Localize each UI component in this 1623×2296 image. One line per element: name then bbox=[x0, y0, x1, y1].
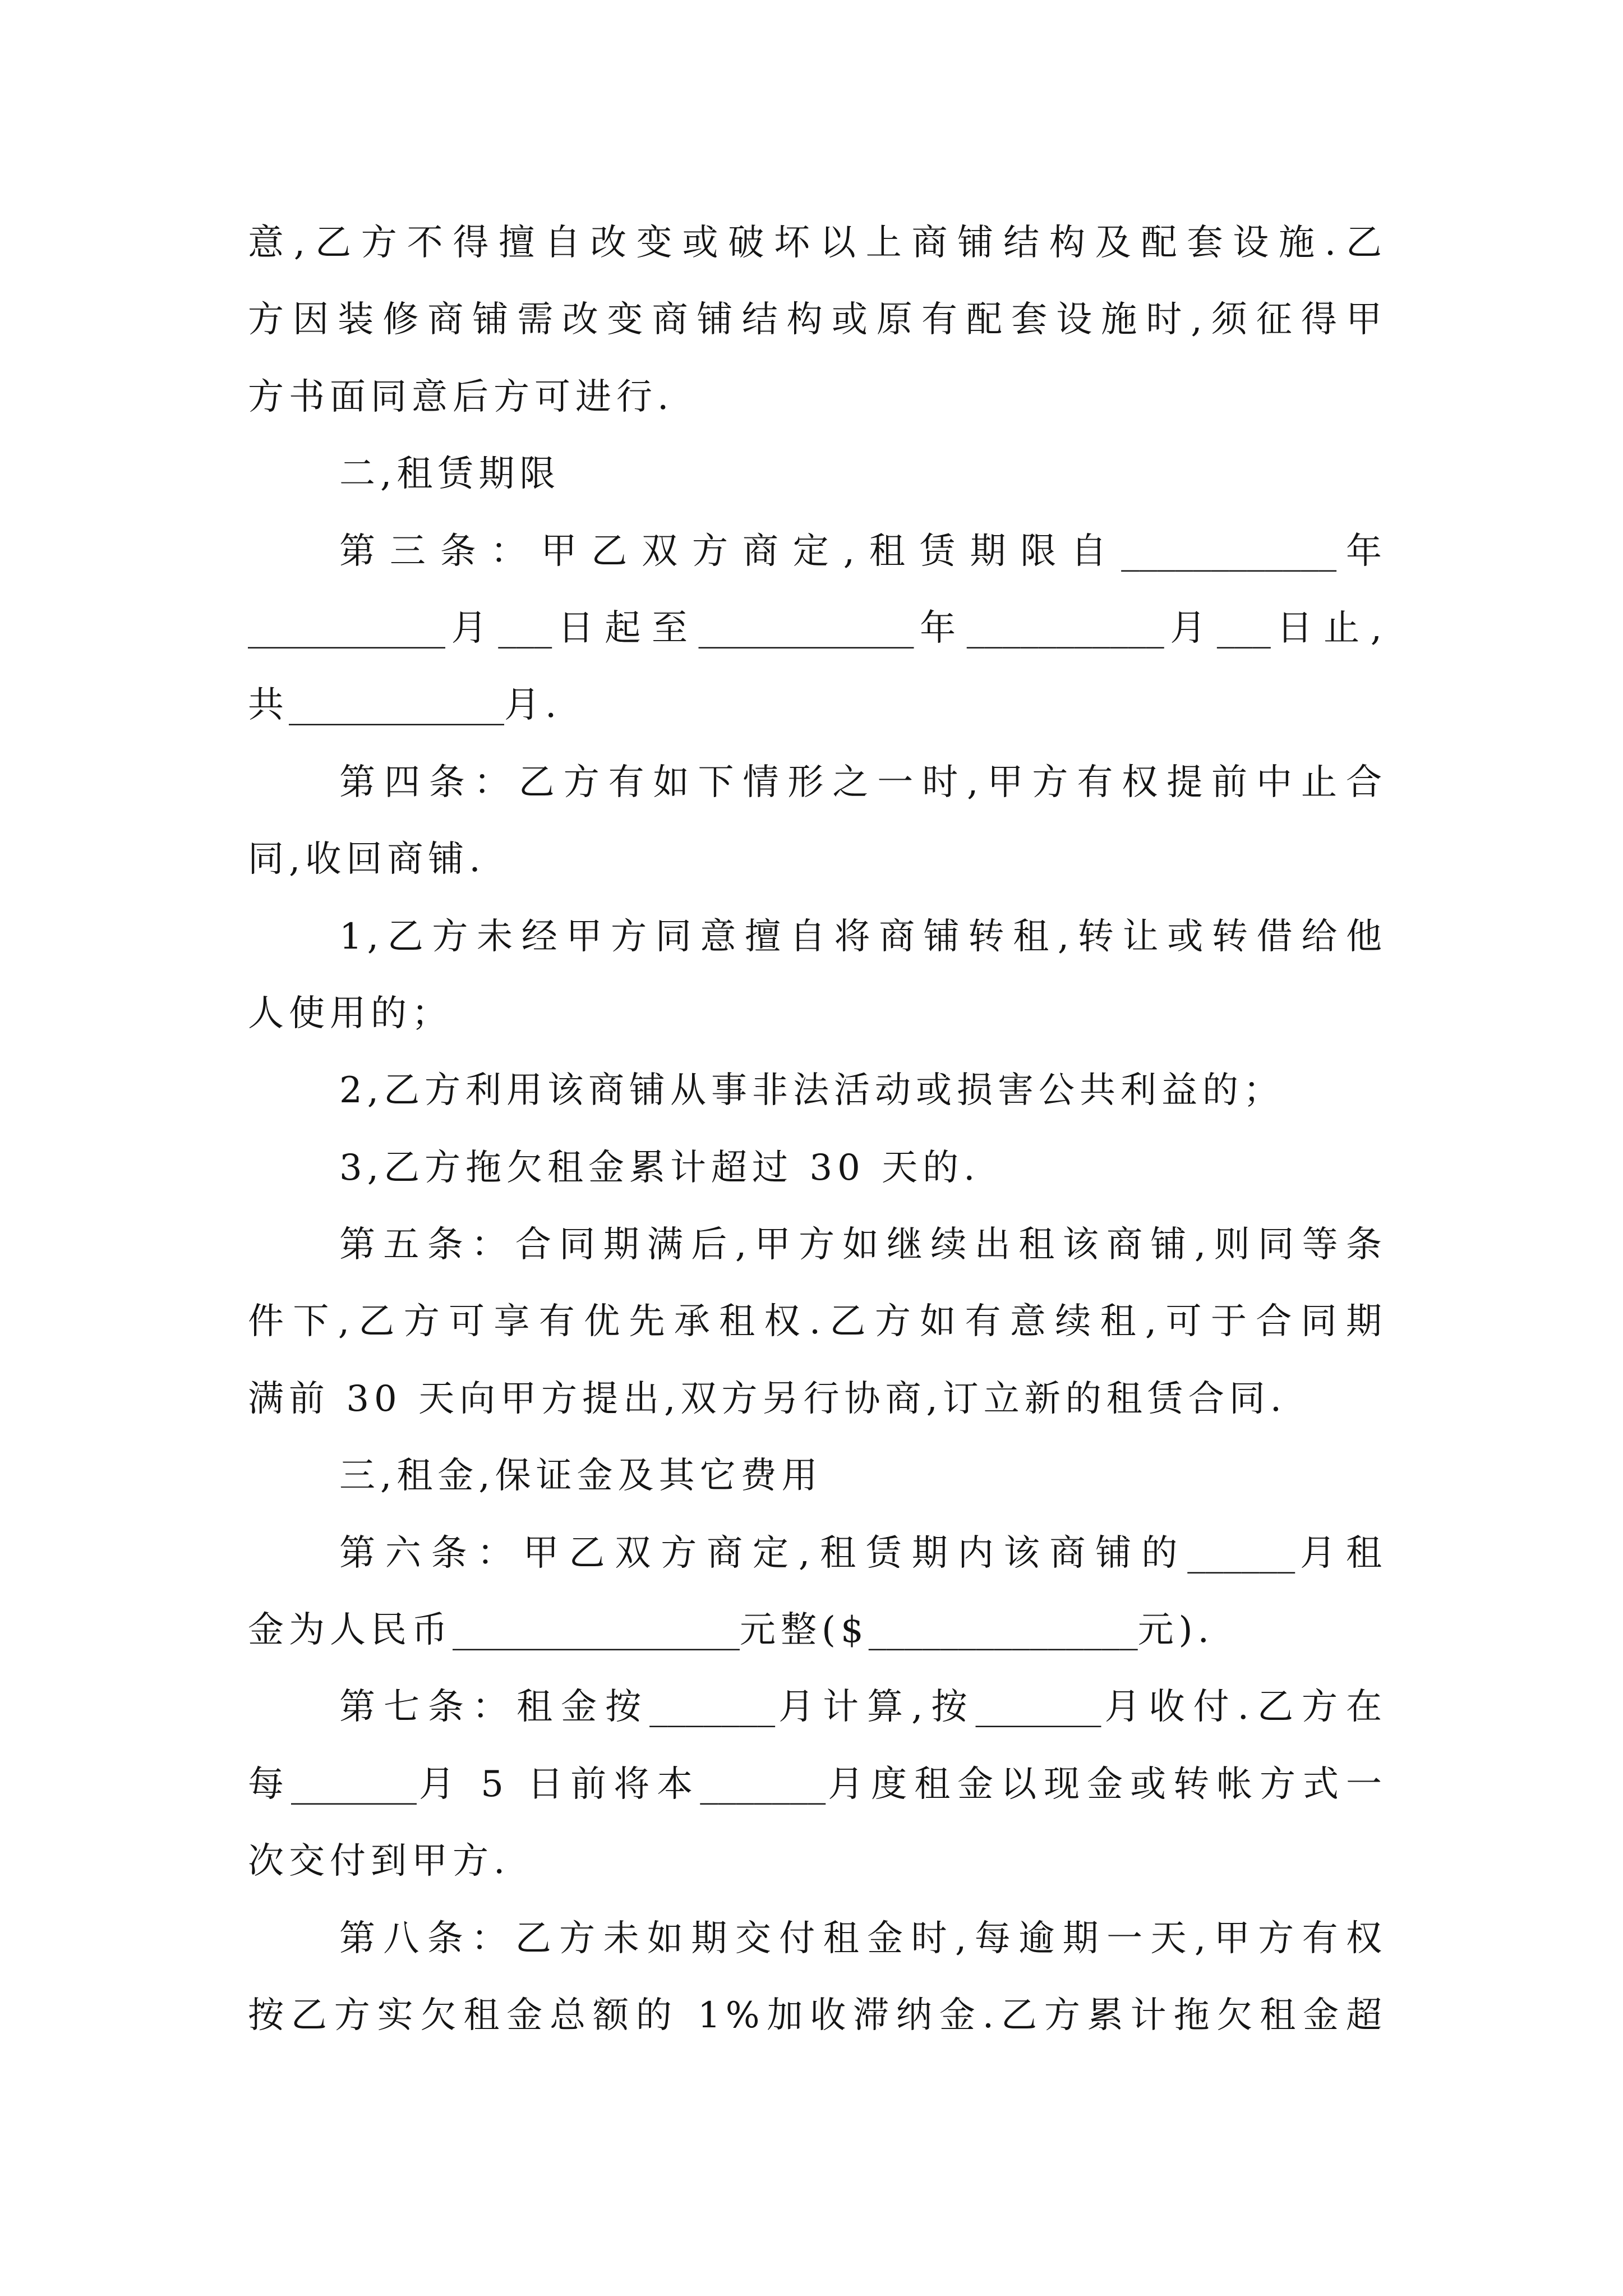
clause-7-line: 每_______月 5 日前将本_______月度租金以现金或转帐方式一 bbox=[248, 1763, 1387, 1805]
clause-line: 意,乙方不得擅自改变或破坏以上商铺结构及配套设施.乙 bbox=[248, 222, 1387, 264]
clause-7-line: 第七条：租金按_______月计算,按_______月收付.乙方在 bbox=[339, 1686, 1387, 1728]
clause-4-item-1: 人使用的； bbox=[248, 992, 453, 1034]
clause-4-item-1: 1,乙方未经甲方同意擅自将商铺转租,转让或转借给他 bbox=[339, 915, 1387, 958]
clause-3-line: ___________月___日起至____________年___________月___日止, bbox=[248, 607, 1387, 649]
contract-page bbox=[248, 205, 1387, 2054]
clause-4-item-3: 3,乙方拖欠租金累计超过 30 天的. bbox=[339, 1147, 980, 1189]
clause-4-line: 第四条：乙方有如下情形之一时,甲方有权提前中止合 bbox=[339, 761, 1387, 803]
clause-5-line: 件下,乙方可享有优先承租权.乙方如有意续租,可于合同期 bbox=[248, 1301, 1387, 1343]
clause-6-line: 第六条：甲乙双方商定,租赁期内该商铺的______月租 bbox=[339, 1532, 1387, 1574]
blank-field: _______ bbox=[291, 1763, 417, 1805]
clause-line: 方因装修商铺需改变商铺结构或原有配套设施时,须征得甲 bbox=[248, 299, 1387, 341]
blank-field: ___________ bbox=[248, 607, 445, 649]
blank-field: _______ bbox=[649, 1686, 776, 1728]
blank-field: ______ bbox=[1187, 1532, 1295, 1574]
clause-8-line: 第八条：乙方未如期交付租金时,每逾期一天,甲方有权 bbox=[339, 1917, 1387, 1959]
clause-5-line: 第五条：合同期满后,甲方如继续出租该商铺,则同等条 bbox=[339, 1224, 1387, 1266]
section-heading-rent-deposit: 三,租金,保证金及其它费用 bbox=[339, 1455, 823, 1497]
blank-field: ____________ bbox=[698, 607, 914, 649]
clause-3-line: 第三条：甲乙双方商定,租赁期限自____________年 bbox=[339, 530, 1387, 572]
clause-4-line: 同,收回商铺. bbox=[248, 839, 486, 881]
blank-field: _______ bbox=[700, 1763, 826, 1805]
blank-field: ____________ bbox=[1121, 530, 1337, 572]
section-heading-lease-term: 二,租赁期限 bbox=[339, 453, 561, 495]
clause-line: 方书面同意后方可进行. bbox=[248, 376, 674, 418]
blank-field: _______________ bbox=[868, 1609, 1138, 1651]
blank-field: ___ bbox=[498, 607, 552, 649]
clause-3-line: 共____________月. bbox=[248, 684, 562, 726]
clause-5-line: 满前 30 天向甲方提出,双方另行协商,订立新的租赁合同. bbox=[248, 1378, 1287, 1420]
blank-field: ___________ bbox=[966, 607, 1164, 649]
blank-field: ________________ bbox=[453, 1609, 740, 1651]
blank-field: ____________ bbox=[289, 684, 504, 726]
clause-4-item-2: 2,乙方利用该商铺从事非法活动或损害公共利益的； bbox=[339, 1070, 1285, 1112]
clause-6-line: 金为人民币________________元整($_______________元). bbox=[248, 1609, 1214, 1651]
clause-8-line: 按乙方实欠租金总额的 1%加收滞纳金.乙方累计拖欠租金超 bbox=[248, 1994, 1387, 2036]
clause-7-line: 次交付到甲方. bbox=[248, 1841, 510, 1883]
blank-field: _______ bbox=[975, 1686, 1101, 1728]
blank-field: ___ bbox=[1216, 607, 1271, 649]
